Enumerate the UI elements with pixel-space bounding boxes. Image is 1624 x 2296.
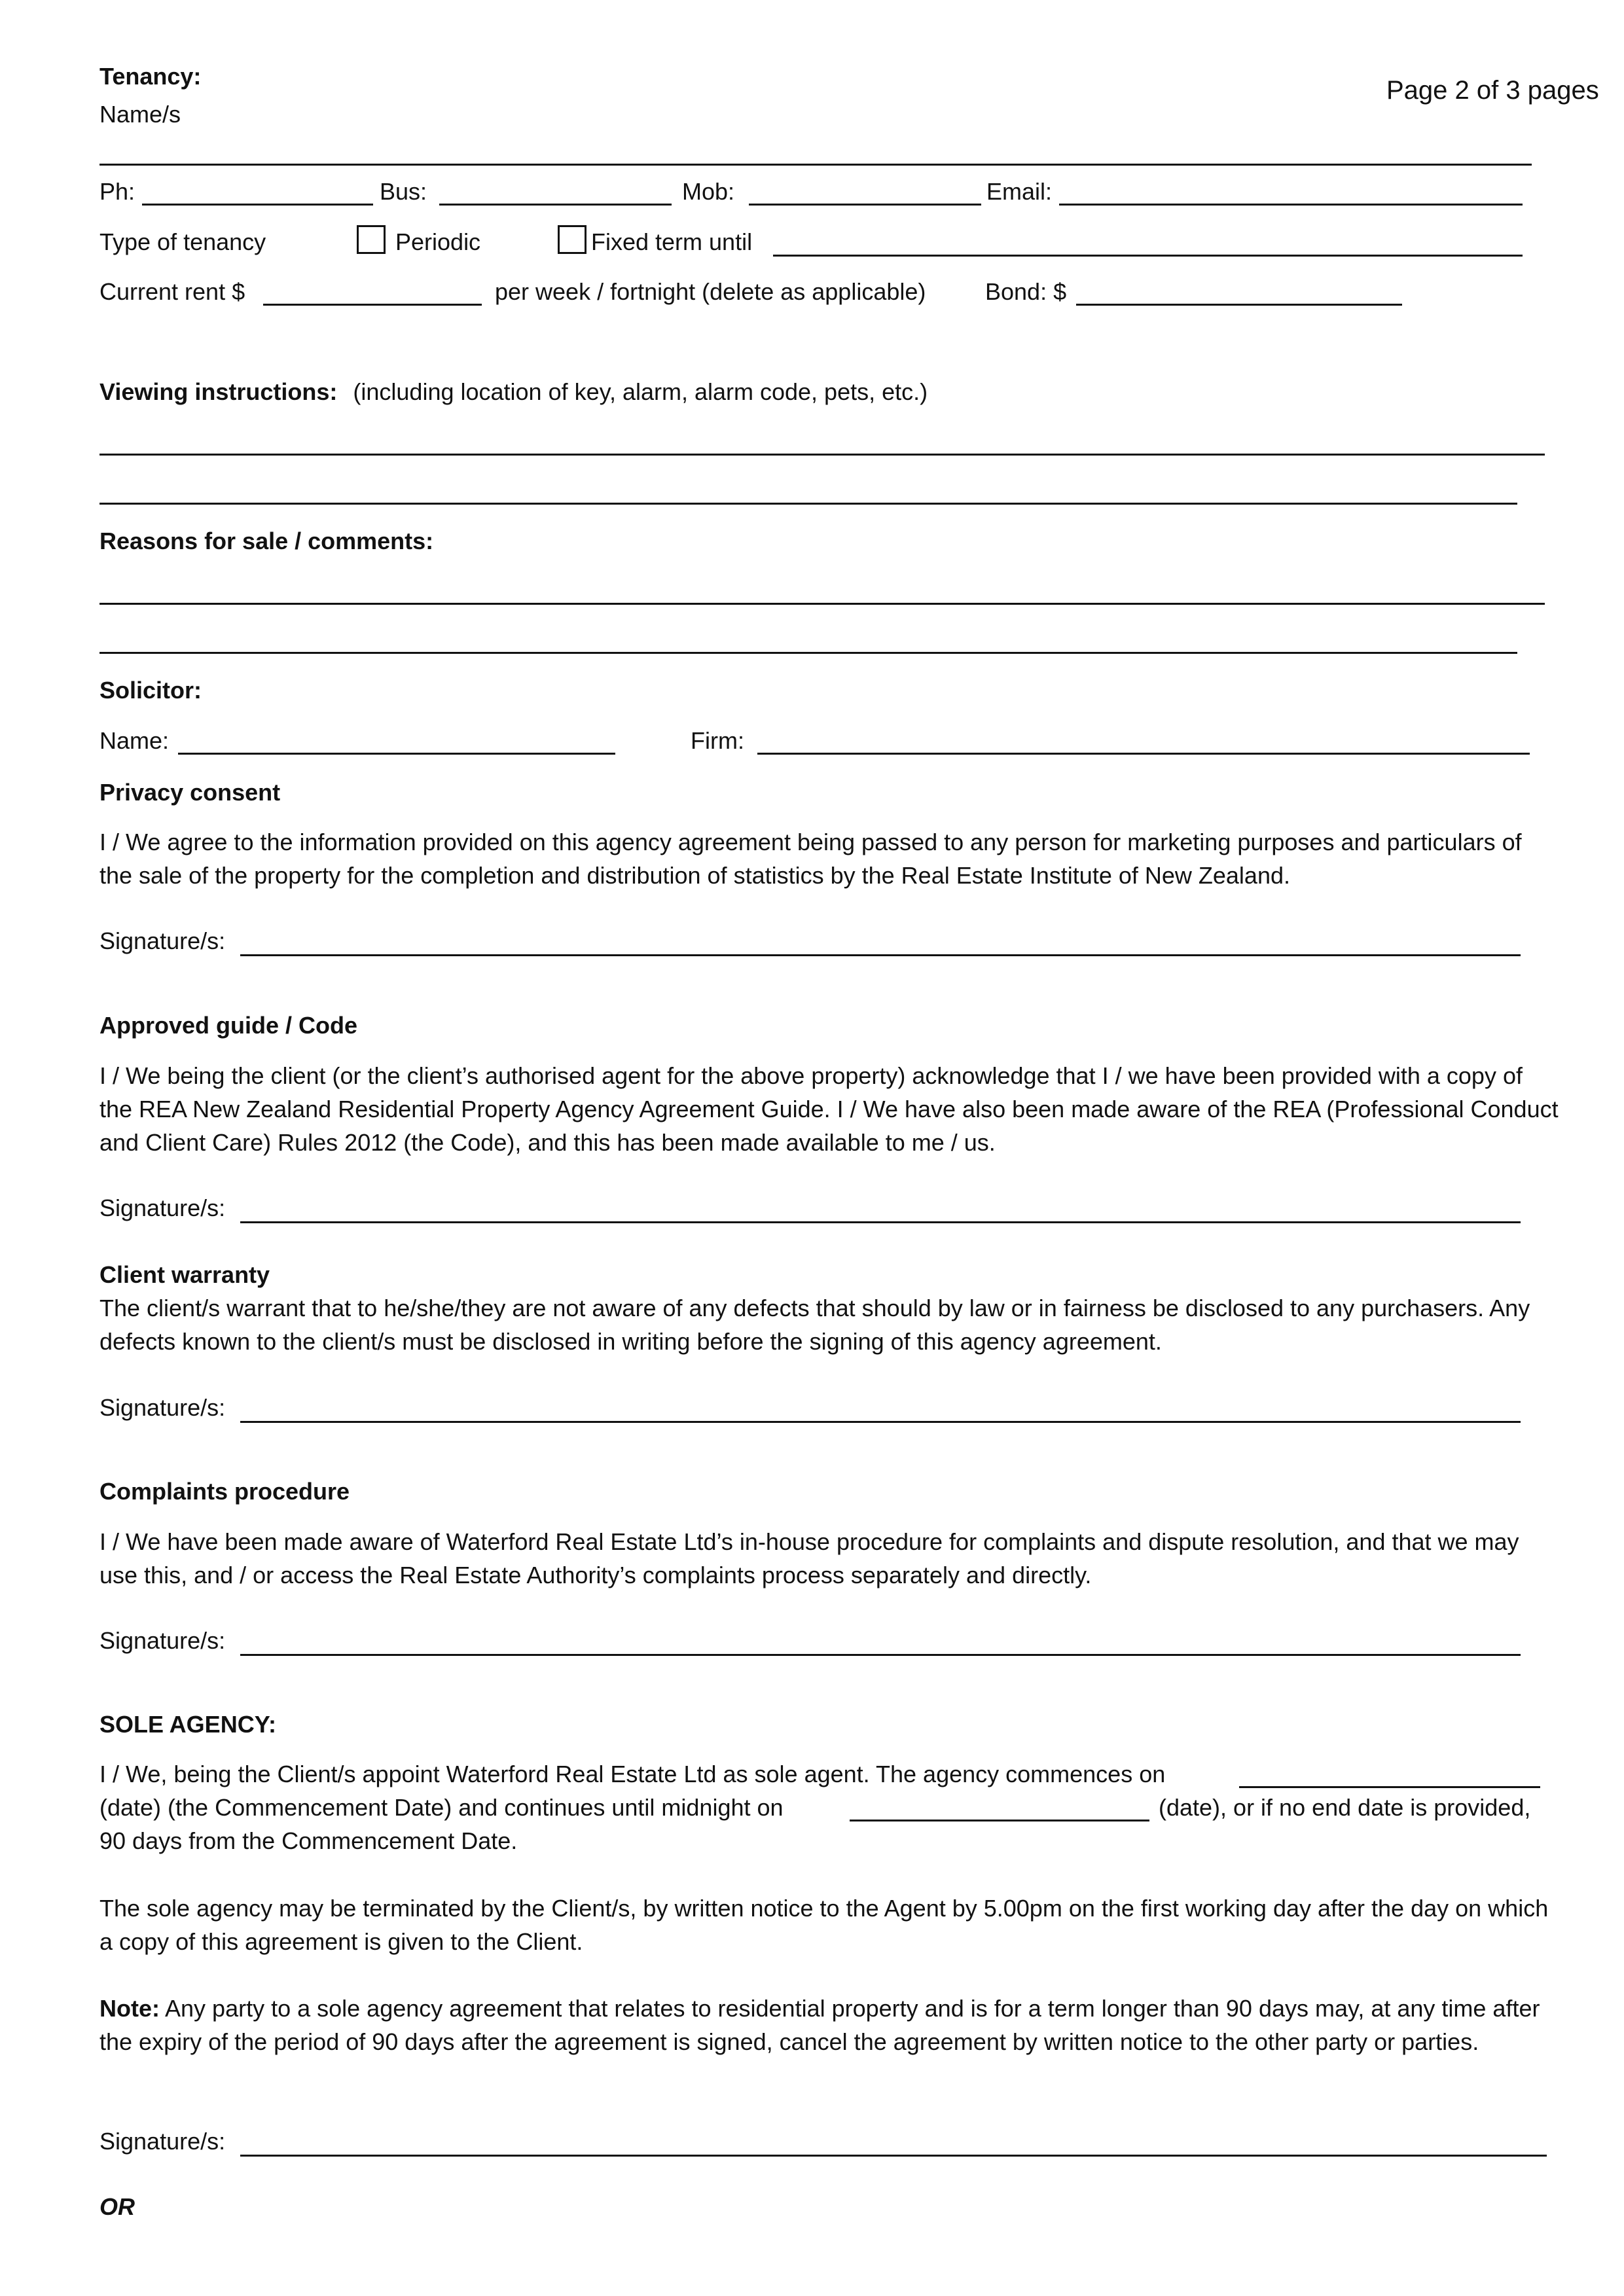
bus-label: Bus: xyxy=(380,178,427,205)
mob-label: Mob: xyxy=(682,178,735,205)
tenancy-heading: Tenancy: xyxy=(99,63,202,90)
current-rent-field[interactable] xyxy=(263,304,482,306)
guide-text: I / We being the client (or the client’s authorised agent for the above property) acknowledge that I / we have been provided with a copy of the REA New Zealand Residential Property Agency Agreement Guide. I / We have also been made aware of the REA (Professional Conduct and Client Care) Rules 2012 (the Code), and this has been made available to me / us. xyxy=(99,1062,1559,1156)
warranty-signature-label: Signature/s: xyxy=(99,1394,226,1421)
privacy-text: I / We agree to the information provided on this agency agreement being passed to any person for marketing purposes and particulars of the sale of the property for the completion and distribution of statistics by the Real Estate Institute of New Zealand. xyxy=(99,829,1522,889)
solicitor-name-field[interactable] xyxy=(178,753,615,755)
reasons-line-2[interactable] xyxy=(99,652,1517,654)
complaints-heading: Complaints procedure xyxy=(99,1478,350,1505)
privacy-signature-field[interactable] xyxy=(240,954,1521,956)
viewing-heading: Viewing instructions: xyxy=(99,378,338,405)
warranty-signature-field[interactable] xyxy=(240,1421,1521,1423)
mob-field[interactable] xyxy=(749,204,981,206)
sole-agency-heading: SOLE AGENCY: xyxy=(99,1711,277,1738)
privacy-heading: Privacy consent xyxy=(99,779,281,806)
sole-signature-label: Signature/s: xyxy=(99,2128,226,2155)
sole-text-line-2a: (date) (the Commencement Date) and continues until midnight on xyxy=(99,1794,784,1821)
sole-termination-text: The sole agency may be terminated by the Client/s, by written notice to the Agent by 5.00pm on the first working day after the day on which a copy of this agreement is given to the Client. xyxy=(99,1895,1549,1955)
complaints-text: I / We have been made aware of Waterford Real Estate Ltd’s in-house procedure for complaints and dispute resolution, and that we may use this, and / or access the Real Estate Authority’s complaints process separately and directly. xyxy=(99,1528,1519,1588)
note-label: Note: xyxy=(99,1995,160,2022)
names-label: Name/s xyxy=(99,101,181,128)
email-label: Email: xyxy=(986,178,1053,205)
current-rent-label: Current rent $ xyxy=(99,278,245,305)
bond-label: Bond: $ xyxy=(985,278,1067,305)
viewing-note: (including location of key, alarm, alarm code, pets, etc.) xyxy=(353,378,928,405)
sole-text-line-3: 90 days from the Commencement Date. xyxy=(99,1827,518,1854)
fixed-term-label: Fixed term until xyxy=(591,228,753,255)
sole-text-line-1: I / We, being the Client/s appoint Waterford Real Estate Ltd as sole agent. The agency commences on xyxy=(99,1761,1166,1787)
bond-field[interactable] xyxy=(1076,304,1402,306)
type-of-tenancy-label: Type of tenancy xyxy=(99,228,266,255)
sole-note-paragraph xyxy=(99,1992,1559,2058)
bus-field[interactable] xyxy=(439,204,672,206)
privacy-signature-label: Signature/s: xyxy=(99,927,226,954)
solicitor-name-label: Name: xyxy=(99,727,170,754)
note-text: Any party to a sole agency agreement that relates to residential property and is for a term longer than 90 days may, at any time after the expiry of the period of 90 days after the agreement is signed, cancel the agreement by written notice to the other party or parties. xyxy=(99,1995,1540,2055)
guide-signature-label: Signature/s: xyxy=(99,1194,226,1221)
rent-period-label: per week / fortnight (delete as applicable) xyxy=(495,278,926,305)
periodic-checkbox[interactable] xyxy=(357,225,386,254)
solicitor-heading: Solicitor: xyxy=(99,677,202,704)
fixed-term-date-field[interactable] xyxy=(773,255,1523,257)
guide-heading: Approved guide / Code xyxy=(99,1012,358,1039)
warranty-heading: Client warranty xyxy=(99,1261,270,1288)
viewing-instructions-row xyxy=(99,376,928,408)
complaints-signature-label: Signature/s: xyxy=(99,1627,226,1654)
commencement-date-field[interactable] xyxy=(1239,1786,1540,1788)
page-number: Page 2 of 3 pages xyxy=(1386,76,1599,105)
end-date-field[interactable] xyxy=(850,1820,1149,1821)
fixed-term-checkbox[interactable] xyxy=(558,225,586,254)
email-field[interactable] xyxy=(1059,204,1523,206)
or-label: OR xyxy=(99,2193,135,2220)
viewing-line-1[interactable] xyxy=(99,454,1545,456)
viewing-line-2[interactable] xyxy=(99,503,1517,505)
names-field[interactable] xyxy=(99,164,1532,166)
ph-label: Ph: xyxy=(99,178,135,205)
warranty-text: The client/s warrant that to he/she/they are not aware of any defects that should by law or in fairness be disclosed to any purchasers. Any defects known to the client/s must be disclosed in writing before the signing of this agency agreement. xyxy=(99,1295,1530,1355)
solicitor-firm-field[interactable] xyxy=(757,753,1530,755)
reasons-heading: Reasons for sale / comments: xyxy=(99,528,434,554)
complaints-signature-field[interactable] xyxy=(240,1654,1521,1656)
periodic-label: Periodic xyxy=(395,228,481,255)
guide-signature-field[interactable] xyxy=(240,1221,1521,1223)
solicitor-firm-label: Firm: xyxy=(691,727,744,754)
sole-text-line-2b: (date), or if no end date is provided, xyxy=(1159,1794,1531,1821)
sole-signature-field[interactable] xyxy=(240,2155,1547,2157)
reasons-line-1[interactable] xyxy=(99,603,1545,605)
ph-field[interactable] xyxy=(142,204,373,206)
